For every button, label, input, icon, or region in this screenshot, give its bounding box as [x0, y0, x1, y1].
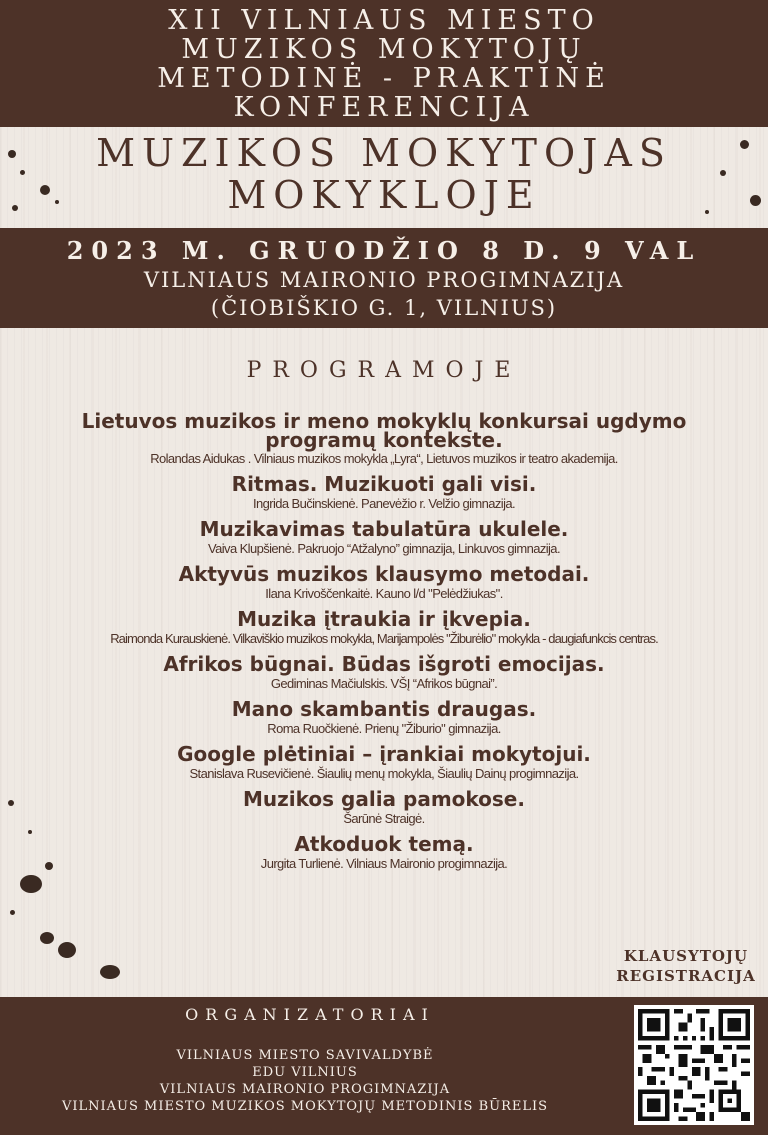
talk-speaker: Ingrida Bučinskienė. Panevėžio r. Velžio gimnazija. — [252, 496, 516, 511]
organizer-item: VILNIAUS MIESTO MUZIKOS MOKYTOJŲ METODINIS BŪRELIS — [61, 1099, 549, 1114]
event-venue: VILNIAUS MAIRONIO PROGIMNAZIJA — [143, 268, 625, 292]
header-line: XII VILNIAUS MIESTO — [168, 5, 600, 36]
organizers-heading: ORGANIZATORIAI — [185, 1005, 435, 1024]
talk-speaker: Raimonda Kurauskienė. Vilkaviškio muzikos mokykla, Marijampolės "Žiburėlio" mokykla - daugiafunkcis centras. — [110, 631, 658, 646]
program-item — [0, 474, 768, 513]
program-heading: PROGRAMOJE — [246, 358, 522, 383]
talk-speaker: Šarūnė Straigė. — [343, 811, 425, 826]
program-item — [0, 699, 768, 738]
conference-header — [0, 0, 768, 127]
registration-qr-code[interactable] — [634, 1005, 754, 1125]
registration-label — [612, 946, 760, 986]
program-list — [0, 409, 768, 879]
talk-title: Mano skambantis draugas. — [231, 697, 537, 721]
event-info-band — [0, 228, 768, 328]
header-line: METODINĖ - PRAKTINĖ — [157, 63, 611, 94]
event-address: (ČIOBIŠKIO G. 1, VILNIUS) — [210, 296, 558, 320]
talk-title: Afrikos būgnai. Būdas išgroti emocijas. — [163, 652, 605, 676]
talk-title: Atkoduok temą. — [294, 832, 474, 856]
program-item — [0, 789, 768, 828]
talk-title: Ritmas. Muzikuoti gali visi. — [231, 472, 537, 496]
header-line: KONFERENCIJA — [233, 92, 535, 123]
talk-speaker: Roma Ruočkienė. Prienų "Žiburio" gimnazija. — [267, 721, 501, 736]
program-item — [0, 564, 768, 603]
registration-line: REGISTRACIJA — [616, 967, 756, 985]
program-item — [0, 744, 768, 783]
qr-code-icon — [638, 1009, 750, 1121]
talk-speaker: Rolandas Aidukas . Vilniaus muzikos mokykla „Lyra“, Lietuvos muzikos ir teatro akademija. — [150, 451, 618, 466]
conference-title — [0, 132, 768, 216]
organizers-list — [0, 1047, 610, 1115]
program-item — [0, 409, 768, 468]
organizer-item: EDU VILNIUS — [252, 1065, 358, 1080]
talk-title: Muzikavimas tabulatūra ukulele. — [199, 517, 569, 541]
registration-line: KLAUSYTOJŲ — [623, 947, 749, 965]
header-line: MUZIKOS MOKYTOJŲ — [181, 34, 587, 65]
talk-title: Muzikos galia pamokose. — [243, 787, 525, 811]
event-date: 2023 M. GRUODŽIO 8 D. 9 VAL — [66, 236, 702, 265]
talk-speaker: Vaiva Klupšienė. Pakruojo “Atžalyno” gimnazija, Linkuvos gimnazija. — [208, 541, 560, 556]
organizers-band — [0, 997, 768, 1135]
talk-speaker: Ilana Krivoščenkaitė. Kauno l/d "Pelėdžiukas". — [265, 586, 503, 601]
program-item — [0, 609, 768, 648]
program-item — [0, 654, 768, 693]
talk-speaker: Gediminas Mačiulskis. VŠĮ “Afrikos būgnai”. — [270, 676, 498, 691]
talk-speaker: Stanislava Rusevičienė. Šiaulių menų mokykla, Šiaulių Dainų progimnazija. — [189, 766, 579, 781]
title-line: MOKYKLOJE — [227, 173, 541, 217]
talk-title: Lietuvos muzikos ir meno mokyklų konkursai ugdymo programų kontekste. — [81, 409, 687, 452]
talk-title: Aktyvūs muzikos klausymo metodai. — [178, 562, 590, 586]
title-line: MUZIKOS MOKYTOJAS — [96, 131, 672, 175]
program-item — [0, 519, 768, 558]
organizer-item: VILNIAUS MIESTO SAVIVALDYBĖ — [176, 1048, 434, 1063]
talk-title: Google plėtiniai – įrankiai mokytojui. — [177, 742, 591, 766]
talk-speaker: Jurgita Turlienė. Vilniaus Maironio progimnazija. — [260, 856, 508, 871]
organizer-item: VILNIAUS MAIRONIO PROGIMNAZIJA — [159, 1082, 451, 1097]
program-item — [0, 834, 768, 873]
talk-title: Muzika įtraukia ir įkvepia. — [237, 607, 531, 631]
